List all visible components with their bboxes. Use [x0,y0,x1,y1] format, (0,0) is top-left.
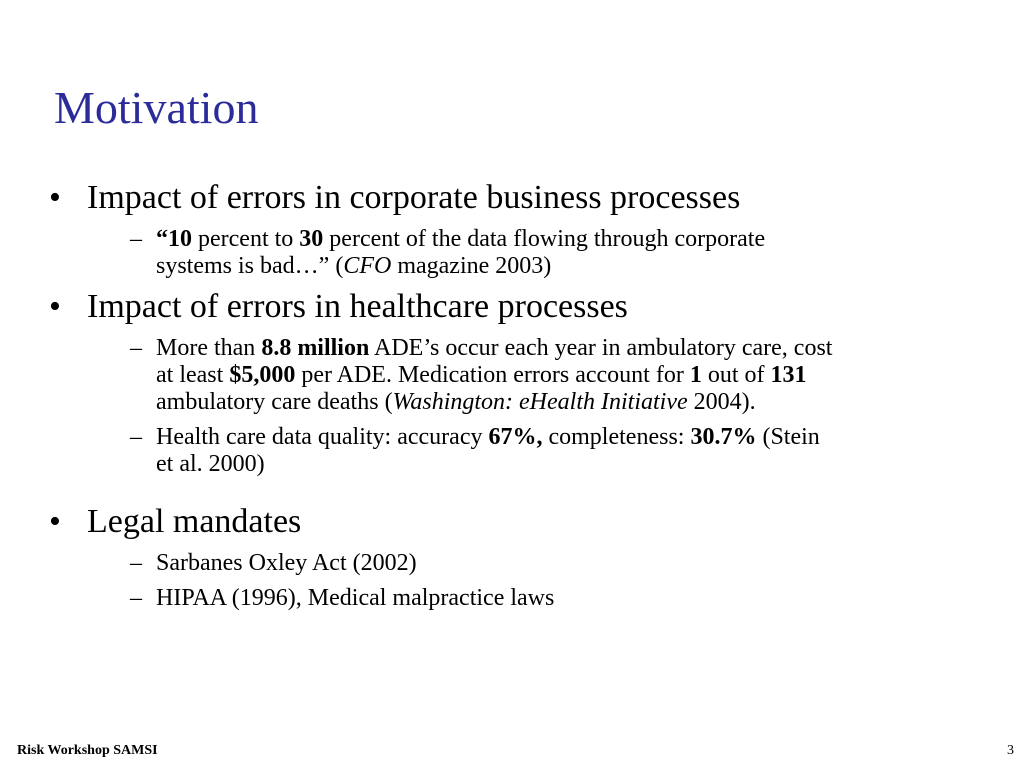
text-run: magazine 2003) [391,253,552,279]
sub-item-line [156,335,976,362]
text-run: 2004). [687,389,756,415]
sub-item-line [156,362,976,389]
bold-value: 30 [299,226,324,252]
page-number: 3 [1007,743,1014,758]
sub-item-line [156,451,976,478]
dash-icon: – [130,550,142,576]
text-run: systems is bad…” ( [156,253,344,279]
slide-title: Motivation [54,82,259,133]
footer-workshop-name: Risk Workshop SAMSI [17,743,158,758]
bullet-dot-icon: • [49,288,61,325]
bold-value: 131 [770,362,807,388]
sub-item-data-quality [126,424,976,478]
sub-item-line [156,424,976,451]
sub-item-text [156,585,976,612]
bold-value: 8.8 million [261,335,370,361]
bold-value: 30.7% [690,424,757,450]
bold-value: 67%, [488,424,543,450]
text-run: (Stein [756,424,820,450]
sub-item-hipaa [126,585,976,612]
text-run: per ADE. Medication errors account for [295,362,690,388]
bullet-text: Impact of errors in corporate business processes [87,179,741,216]
bullet-dot-icon: • [49,503,61,540]
text-run: out of [701,362,771,388]
text-run: at least [156,362,230,388]
text-run: percent of the data flowing through corporate [323,226,766,252]
sub-item-text [156,335,976,416]
text-run: percent to [192,226,300,252]
text-run: Health care data quality: accuracy [156,424,489,450]
dash-icon: – [130,335,142,361]
dash-icon: – [130,424,142,450]
text-run: More than [156,335,262,361]
sub-item-text [156,424,976,478]
text-run: et al. 2000) [156,451,265,477]
text-run: completeness: [542,424,691,450]
bold-value: 1 [689,362,702,388]
sub-item-line [156,253,976,280]
sub-item-line: Sarbanes Oxley Act (2002) [156,550,417,576]
sub-item-text [156,226,976,280]
dash-icon: – [130,226,142,252]
sub-item-cfo-quote [126,226,976,280]
italic-run: Washington: eHealth Initiative [392,389,688,415]
sub-item-text [156,550,976,577]
bullet-dot-icon: • [49,179,61,216]
bold-value: “10 [156,226,192,252]
sub-item-ade-statistics [126,335,976,416]
bullet-text: Legal mandates [87,503,302,540]
bold-value: $5,000 [229,362,296,388]
bullet-text: Impact of errors in healthcare processes [87,288,628,325]
italic-run: CFO [343,253,392,279]
sub-item-sarbanes-oxley [126,550,976,577]
text-run: ambulatory care deaths ( [156,389,393,415]
text-run: ADE’s occur each year in ambulatory care, cost [369,335,833,361]
sub-item-line: HIPAA (1996), Medical malpractice laws [156,585,555,611]
sub-item-line [156,226,976,253]
sub-item-line [156,389,976,416]
dash-icon: – [130,585,142,611]
